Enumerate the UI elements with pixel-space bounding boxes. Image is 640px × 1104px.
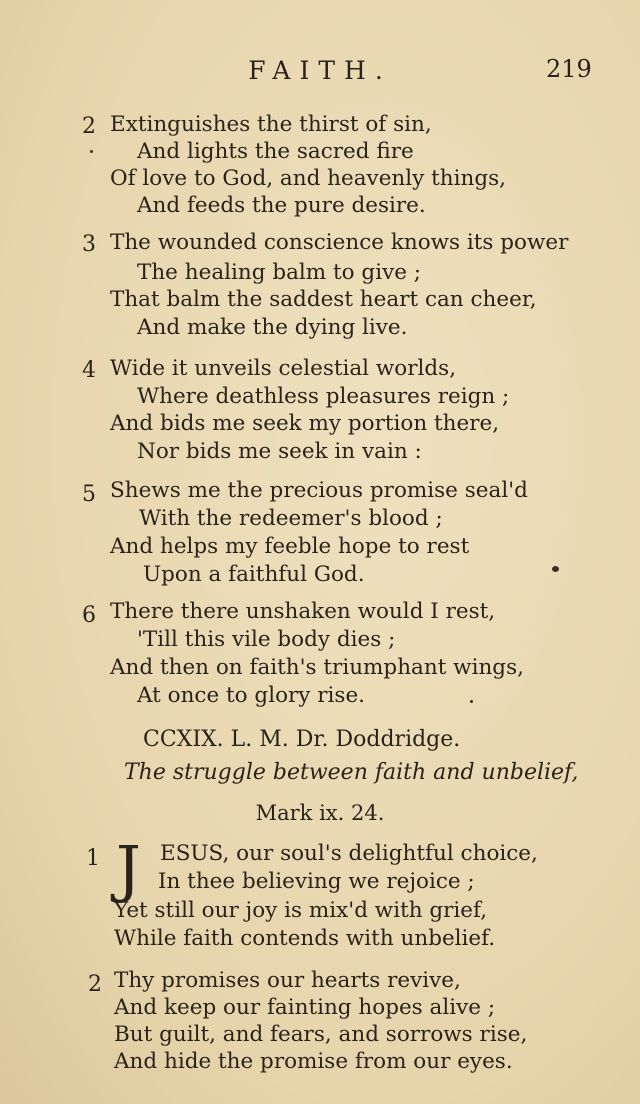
verse-line: Nor bids me seek in vain : (137, 439, 422, 464)
verse-number: 6 (82, 603, 96, 628)
page-number: 219 (546, 55, 592, 83)
verse-number: 4 (82, 358, 96, 383)
verse-line: 'Till this vile body dies ; (137, 627, 396, 652)
verse-line: Upon a faithful God. (143, 562, 365, 587)
verse-line: And keep our fainting hopes alive ; (114, 995, 496, 1020)
verse-line: At once to glory rise. (137, 683, 366, 708)
verse-line: And bids me seek my portion there, (110, 411, 500, 436)
verse-number: 1 (86, 846, 100, 871)
drop-cap: J (116, 832, 141, 905)
hymn-heading: CCXIX. L. M. Dr. Doddridge. (143, 727, 461, 752)
verse-line: Extinguishes the thirst of sin, (110, 112, 432, 137)
verse-line: Of love to God, and heavenly things, (110, 166, 506, 191)
ink-speck (470, 700, 473, 703)
verse-line: While faith contends with unbelief. (114, 926, 496, 951)
verse-number: 2 (82, 114, 96, 139)
hymn-subtitle: The struggle between faith and unbelief, (124, 760, 579, 785)
verse-line: And feeds the pure desire. (137, 193, 426, 218)
verse-line: The healing balm to give ; (137, 260, 422, 285)
verse-number: 2 (88, 972, 102, 997)
verse-number: 5 (82, 482, 96, 507)
verse-line: But guilt, and fears, and sorrows rise, (114, 1022, 528, 1047)
verse-line: Where deathless pleasures reign ; (137, 384, 510, 409)
ink-speck (90, 150, 93, 153)
verse-line: And helps my feeble hope to rest (110, 534, 470, 559)
verse-line: Wide it unveils celestial worlds, (110, 356, 457, 381)
verse-line: And hide the promise from our eyes. (114, 1049, 513, 1074)
verse-line: That balm the saddest heart can cheer, (110, 287, 537, 312)
verse-line: There there unshaken would I rest, (110, 599, 496, 624)
verse-number: 3 (82, 232, 96, 257)
page-title: FAITH. (248, 56, 392, 85)
verse-line: And make the dying live. (137, 315, 408, 340)
verse-line: Shews me the precious promise seal'd (110, 478, 528, 503)
verse-line: Yet still our joy is mix'd with grief, (114, 898, 488, 923)
verse-line: With the redeemer's blood ; (139, 506, 443, 531)
verse-line: And then on faith's triumphant wings, (110, 655, 524, 680)
scripture-reference: Mark ix. 24. (255, 801, 385, 825)
ink-speck (552, 566, 559, 572)
verse-line: Thy promises our hearts revive, (114, 968, 461, 993)
verse-line: ESUS, our soul's delightful choice, (160, 841, 538, 866)
verse-line: And lights the sacred fire (137, 139, 414, 164)
verse-line: The wounded conscience knows its power (110, 230, 569, 255)
verse-line: In thee believing we rejoice ; (158, 869, 475, 894)
